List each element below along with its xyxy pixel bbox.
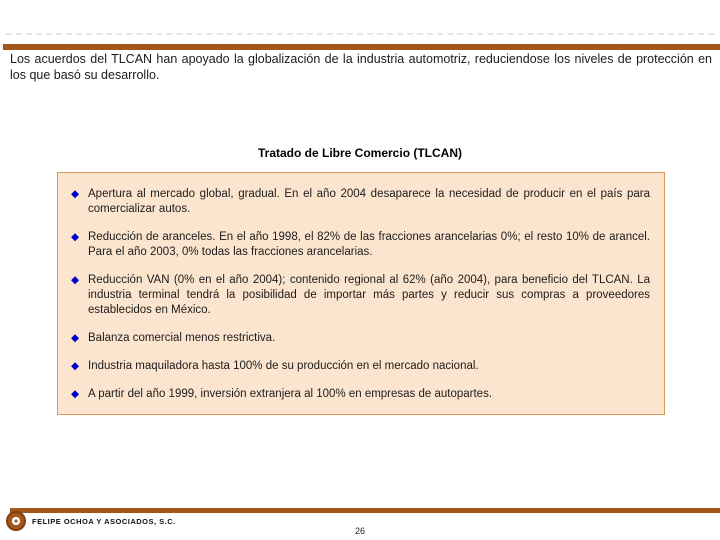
top-accent-bar <box>3 44 720 50</box>
footer-accent-bar <box>10 508 720 513</box>
diamond-bullet-icon: ◆ <box>71 360 80 372</box>
page-number: 26 <box>354 526 365 536</box>
diamond-bullet-icon: ◆ <box>71 188 80 200</box>
bullet-text: Apertura al mercado global, gradual. En el año 2004 desaparece la necesidad de producir en el país para comercializar autos. <box>88 188 650 215</box>
bullet-text: Reducción de aranceles. En el año 1998, el 82% de las fracciones arancelarias 0%; el resto 10% de arancel. Para el año 2003, 0% todas las fracciones arancelarias. <box>88 231 650 258</box>
company-name: FELIPE OCHOA Y ASOCIADOS, S.C. <box>32 517 176 526</box>
bullet-text: Reducción VAN (0% en el año 2004); contenido regional al 62% (año 2004), para beneficio del TLCAN. La industria terminal tendrá la posibilidad de importar más partes y reducir sus compras a proveedores establecidos en México. <box>88 274 650 316</box>
diamond-bullet-icon: ◆ <box>71 332 80 344</box>
bullet-text: Industria maquiladora hasta 100% de su producción en el mercado nacional. <box>88 360 479 372</box>
diamond-bullet-icon: ◆ <box>71 388 80 400</box>
faint-dotted-rule <box>6 33 714 35</box>
bullet-item <box>71 331 650 346</box>
slide-title: Tratado de Libre Comercio (TLCAN) <box>257 146 463 160</box>
diamond-bullet-icon: ◆ <box>71 231 80 243</box>
bullet-item <box>71 273 650 318</box>
bullet-text: A partir del año 1999, inversión extranjera al 100% en empresas de autopartes. <box>88 388 493 400</box>
bullet-item <box>71 187 650 217</box>
bullet-item <box>71 387 650 402</box>
diamond-bullet-icon: ◆ <box>71 274 80 286</box>
slide-header-text: Los acuerdos del TLCAN han apoyado la globalización de la industria automotriz, reduciendose los niveles de protección en los que basó su desarrollo. <box>10 52 712 82</box>
content-box <box>57 172 665 415</box>
bullet-item <box>71 359 650 374</box>
bullet-item <box>71 230 650 260</box>
bullet-text: Balanza comercial menos restrictiva. <box>88 332 276 344</box>
